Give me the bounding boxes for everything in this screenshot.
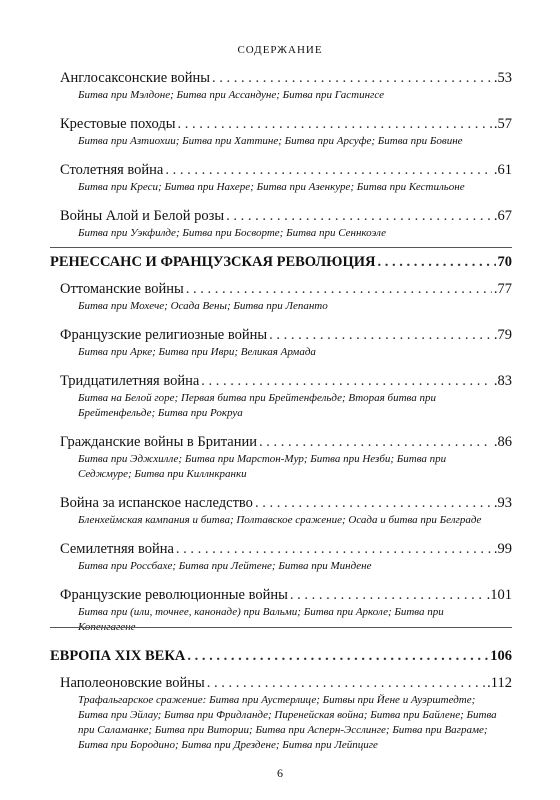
toc-entry-page: .101 [486,587,512,603]
toc-entry [60,208,512,241]
leader-dots [201,373,492,390]
toc-entry [60,116,512,149]
toc-part-heading [50,648,512,665]
toc-entry-subtitle: Битва при Эджхилле; Битва при Марстон-Мур; Битва при Незби; Битва при Седжмуре; Битва при Киллнкранки [78,453,447,480]
toc-entry [60,541,512,574]
toc-entry-page: .83 [493,373,512,389]
leader-dots [378,254,496,271]
leader-dots [212,70,492,87]
toc-entry-page: .61 [493,162,512,178]
leader-dots [165,162,492,179]
toc-entry [60,434,512,482]
toc-entry [60,373,512,421]
leader-dots [255,495,492,512]
toc-entry-subtitle: Битва при Мэлдоне; Битва при Ассандуне; Битва при Гастингсе [78,89,384,101]
leader-dots [186,281,492,298]
toc-entry-subtitle: Битва при Креси; Битва при Нахере; Битва при Азенкуре; Битва при Кестильоне [78,181,465,193]
section-divider [50,247,512,248]
toc-entry-title: Оттоманские войны [60,281,184,297]
toc-entry [60,281,512,314]
toc-entry-page: .53 [493,70,512,86]
leader-dots [187,648,488,665]
toc-entry-page: .86 [493,434,512,450]
toc-part-heading [50,254,512,271]
toc-entry-subtitle: Битва при Арке; Битва при Иври; Великая Армада [78,346,316,358]
leader-dots [269,327,492,344]
table-of-contents [50,70,512,766]
toc-part-page: 106 [490,648,512,664]
toc-entry-title: Французские религиозные войны [60,327,268,343]
toc-entry-page: .77 [493,281,512,297]
toc-entry-page: .67 [493,208,512,224]
toc-entry [60,70,512,103]
leader-dots [176,541,492,558]
toc-entry-title: Семилетняя война [60,541,174,557]
toc-entry [60,162,512,195]
section-divider [50,627,512,628]
leader-dots [207,675,485,692]
toc-entry-title: Тридцатилетняя война [60,373,200,389]
leader-dots [178,116,492,133]
toc-part-title: ЕВРОПА XIX ВЕКА [50,648,186,664]
toc-entry [60,327,512,360]
toc-entry-page: .57 [493,116,512,132]
toc-part-page: 70 [497,254,512,270]
toc-entry-subtitle: Бленхеймская кампания и битва; Полтавское сражение; Осада и битва при Белграде [78,514,482,526]
toc-entry-title: Столетняя война [60,162,164,178]
toc-entry-page: .112 [487,675,512,691]
toc-entry-title: Французские революционные войны [60,587,288,603]
toc-entry-subtitle: Трафальгарское сражение: Битва при Аустерлице; Битвы при Йене и Ауэрштедте; Битва при Эйлау; Битва при Фридланде; Пиренейская война; Битва при Байлене; Битва при Саламанке; Битва при Витории; Битва при Асперн-Эсслинге; Битва при Ваграме; Битва при Бородино; Битва при Дрездене; Битва при Лейпциге [78,694,497,751]
toc-entry-title: Наполеоновские войны [60,675,205,691]
toc-part-title: РЕНЕССАНС И ФРАНЦУЗСКАЯ РЕВОЛЮЦИЯ [50,254,376,270]
toc-entry-subtitle: Битва при Мохече; Осада Вены; Битва при Лепанто [78,300,328,312]
toc-entry-title: Англосаксонские войны [60,70,211,86]
toc-entry [60,675,512,753]
toc-entry-page: .99 [493,541,512,557]
toc-entry-title: Война за испанское наследство [60,495,253,511]
toc-entry-title: Гражданские войны в Британии [60,434,257,450]
toc-entry-subtitle: Битва при Россбахе; Битва при Лейтене; Битва при Миндене [78,560,372,572]
toc-entry-page: .79 [493,327,512,343]
leader-dots [259,434,492,451]
leader-dots [226,208,492,225]
toc-entry [60,495,512,528]
leader-dots [290,587,485,604]
toc-entry-title: Крестовые походы [60,116,176,132]
toc-entry-subtitle: Битва на Белой горе; Первая битва при Брейтенфельде; Вторая битва при Брейтенфельде; Битва при Рокруа [78,392,436,419]
toc-entry-subtitle: Битва при (или, точнее, канонаде) при Вальми; Битва при Арколе; Битва при Копенгагене [78,606,444,633]
toc-entry-subtitle: Битва при Уэкфилде; Битва при Босворте; Битва при Сеннкоэле [78,227,387,239]
page-header: СОДЕРЖАНИЕ [237,44,323,56]
page-number: 6 [277,766,283,780]
toc-entry-title: Войны Алой и Белой розы [60,208,225,224]
toc-entry-subtitle: Битва при Азтиохии; Битва при Хаттине; Битва при Арсуфе; Битва при Бовине [78,135,463,147]
toc-entry-page: .93 [493,495,512,511]
